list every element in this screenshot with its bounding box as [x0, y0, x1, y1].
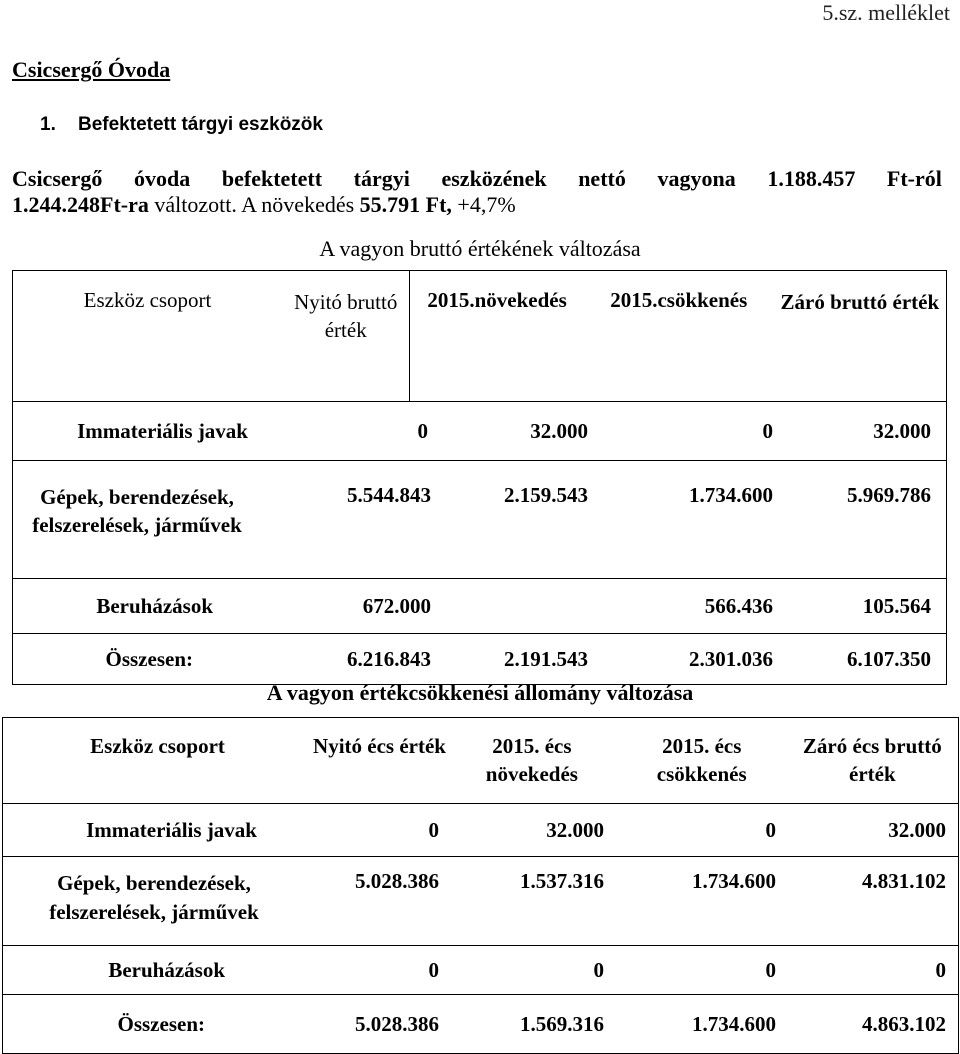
para-word: tárgyi: [353, 166, 410, 191]
row-cell: Beruházások 672.000 566.436 105.564: [13, 579, 947, 634]
school-name: Csicsergő Óvoda: [12, 57, 171, 82]
table-row: [13, 579, 947, 634]
paragraph-line-2: [12, 192, 942, 218]
para-word: befektetett: [221, 166, 323, 191]
header-cell: Záró bruttó érték: [774, 271, 947, 402]
row-cell: Immateriális javak 0 32.000 0 32.000: [3, 804, 959, 857]
table-row: [13, 634, 947, 685]
section-title: Befektetett tárgyi eszközök: [78, 114, 323, 135]
row-cell: Gépek, berendezések, felszerelések, járművek 5.028.386 1.537.316 1.734.600 4.831.102: [3, 857, 959, 946]
header-cell: Nyitó écs érték: [312, 718, 447, 804]
table-row: [3, 804, 959, 857]
para-word: Ft-ról: [886, 166, 942, 191]
table-row: [13, 461, 947, 579]
section-number: 1.: [40, 114, 56, 135]
header-cell: Eszköz csoport: [3, 718, 313, 804]
summary-paragraph: [12, 166, 942, 218]
row-cell: Immateriális javak 0 32.000 0 32.000: [13, 402, 947, 461]
row-cell: Gépek, berendezések, felszerelések, járművek 5.544.843 2.159.543 1.734.600 5.969.786: [13, 461, 947, 579]
header-cell: Záró écs bruttó érték: [787, 718, 959, 804]
header-cell: Nyitó bruttó érték: [282, 271, 410, 402]
row-cell: Összesen: 5.028.386 1.569.316 1.734.600 4.863.102: [3, 995, 959, 1054]
para-new-value: 1.244.248Ft-ra: [12, 192, 149, 217]
row-cell: Beruházások 0 0 0 0: [3, 946, 959, 995]
header-cell: 2015.csökkenés: [584, 271, 774, 402]
table-header-row: [3, 718, 959, 804]
annex-label: 5.sz. melléklet: [822, 0, 950, 25]
para-word: óvoda: [134, 166, 191, 191]
paragraph-line-1: [12, 166, 942, 192]
para-word: 1.188.457: [767, 166, 856, 191]
section-heading: [40, 114, 323, 136]
gross-value-table: [12, 270, 947, 685]
table-row: [3, 946, 959, 995]
table-row: [13, 402, 947, 461]
table-header-row: [13, 271, 947, 402]
row-cell: Összesen: 6.216.843 2.191.543 2.301.036 6.107.350: [13, 634, 947, 685]
para-word: nettó: [578, 166, 626, 191]
header-cell: Eszköz csoport: [13, 271, 283, 402]
header-cell: 2015. écs növekedés: [447, 718, 617, 804]
para-text: változott. A növekedés: [148, 192, 360, 217]
header-cell: 2015. écs csökkenés: [617, 718, 787, 804]
para-word: vagyona: [657, 166, 736, 191]
table1-caption: A vagyon bruttó értékének változása: [319, 236, 641, 261]
table-row: [3, 857, 959, 946]
para-percent: +4,7%: [451, 192, 516, 217]
table2-caption: A vagyon értékcsökkenési állomány változása: [266, 680, 694, 705]
table-row: [3, 995, 959, 1054]
depreciation-table: [2, 717, 959, 1054]
para-word: eszközének: [441, 166, 547, 191]
header-cell: 2015.növekedés: [410, 271, 584, 402]
para-increase: 55.791 Ft,: [359, 192, 452, 217]
para-word: Csicsergő: [12, 166, 103, 191]
